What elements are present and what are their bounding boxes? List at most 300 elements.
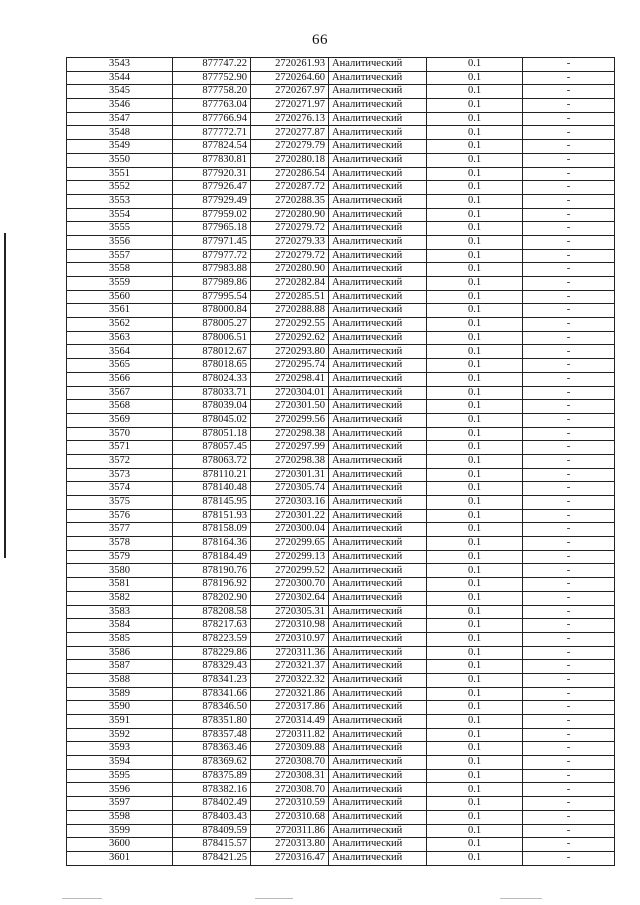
x-coordinate-cell: 878045.02	[173, 413, 251, 427]
accuracy-cell: 0.1	[427, 222, 523, 236]
point-number-cell: 3595	[67, 769, 173, 783]
description-cell: -	[523, 550, 615, 564]
description-cell: -	[523, 318, 615, 332]
description-cell: -	[523, 400, 615, 414]
y-coordinate-cell: 2720308.31	[251, 769, 329, 783]
accuracy-cell: 0.1	[427, 345, 523, 359]
table-row	[67, 99, 615, 113]
point-number-cell: 3579	[67, 550, 173, 564]
method-cell: Аналитический	[329, 277, 427, 291]
accuracy-cell: 0.1	[427, 85, 523, 99]
y-coordinate-cell: 2720295.74	[251, 359, 329, 373]
description-cell: -	[523, 756, 615, 770]
x-coordinate-cell: 877830.81	[173, 153, 251, 167]
table-row	[67, 249, 615, 263]
accuracy-cell: 0.1	[427, 810, 523, 824]
y-coordinate-cell: 2720317.86	[251, 701, 329, 715]
y-coordinate-cell: 2720276.13	[251, 112, 329, 126]
accuracy-cell: 0.1	[427, 550, 523, 564]
x-coordinate-cell: 878341.66	[173, 687, 251, 701]
method-cell: Аналитический	[329, 331, 427, 345]
point-number-cell: 3572	[67, 454, 173, 468]
accuracy-cell: 0.1	[427, 578, 523, 592]
method-cell: Аналитический	[329, 386, 427, 400]
x-coordinate-cell: 877959.02	[173, 208, 251, 222]
x-coordinate-cell: 878357.48	[173, 728, 251, 742]
x-coordinate-cell: 878151.93	[173, 509, 251, 523]
y-coordinate-cell: 2720292.62	[251, 331, 329, 345]
point-number-cell: 3559	[67, 277, 173, 291]
table-row	[67, 851, 615, 865]
accuracy-cell: 0.1	[427, 742, 523, 756]
table-row	[67, 359, 615, 373]
accuracy-cell: 0.1	[427, 441, 523, 455]
description-cell: -	[523, 509, 615, 523]
description-cell: -	[523, 71, 615, 85]
x-coordinate-cell: 878039.04	[173, 400, 251, 414]
description-cell: -	[523, 167, 615, 181]
x-coordinate-cell: 877763.04	[173, 99, 251, 113]
description-cell: -	[523, 619, 615, 633]
x-coordinate-cell: 878110.21	[173, 468, 251, 482]
method-cell: Аналитический	[329, 619, 427, 633]
point-number-cell: 3574	[67, 482, 173, 496]
y-coordinate-cell: 2720299.13	[251, 550, 329, 564]
accuracy-cell: 0.1	[427, 454, 523, 468]
y-coordinate-cell: 2720304.01	[251, 386, 329, 400]
accuracy-cell: 0.1	[427, 769, 523, 783]
description-cell: -	[523, 222, 615, 236]
method-cell: Аналитический	[329, 564, 427, 578]
y-coordinate-cell: 2720279.33	[251, 235, 329, 249]
description-cell: -	[523, 537, 615, 551]
method-cell: Аналитический	[329, 687, 427, 701]
accuracy-cell: 0.1	[427, 386, 523, 400]
point-number-cell: 3550	[67, 153, 173, 167]
table-row	[67, 427, 615, 441]
accuracy-cell: 0.1	[427, 632, 523, 646]
description-cell: -	[523, 591, 615, 605]
table-row	[67, 578, 615, 592]
method-cell: Аналитический	[329, 783, 427, 797]
y-coordinate-cell: 2720300.04	[251, 523, 329, 537]
accuracy-cell: 0.1	[427, 359, 523, 373]
method-cell: Аналитический	[329, 728, 427, 742]
accuracy-cell: 0.1	[427, 304, 523, 318]
table-body	[67, 58, 615, 866]
method-cell: Аналитический	[329, 153, 427, 167]
accuracy-cell: 0.1	[427, 194, 523, 208]
y-coordinate-cell: 2720298.38	[251, 427, 329, 441]
description-cell: -	[523, 632, 615, 646]
point-number-cell: 3568	[67, 400, 173, 414]
point-number-cell: 3599	[67, 824, 173, 838]
table-row	[67, 769, 615, 783]
point-number-cell: 3571	[67, 441, 173, 455]
description-cell: -	[523, 181, 615, 195]
method-cell: Аналитический	[329, 194, 427, 208]
point-number-cell: 3585	[67, 632, 173, 646]
table-row	[67, 496, 615, 510]
description-cell: -	[523, 277, 615, 291]
x-coordinate-cell: 878403.43	[173, 810, 251, 824]
accuracy-cell: 0.1	[427, 427, 523, 441]
method-cell: Аналитический	[329, 578, 427, 592]
x-coordinate-cell: 878223.59	[173, 632, 251, 646]
description-cell: -	[523, 99, 615, 113]
point-number-cell: 3562	[67, 318, 173, 332]
point-number-cell: 3597	[67, 797, 173, 811]
table-row	[67, 413, 615, 427]
y-coordinate-cell: 2720280.90	[251, 263, 329, 277]
table-row	[67, 728, 615, 742]
description-cell: -	[523, 263, 615, 277]
y-coordinate-cell: 2720316.47	[251, 851, 329, 865]
y-coordinate-cell: 2720321.37	[251, 660, 329, 674]
table-row	[67, 537, 615, 551]
y-coordinate-cell: 2720282.84	[251, 277, 329, 291]
method-cell: Аналитический	[329, 413, 427, 427]
point-number-cell: 3580	[67, 564, 173, 578]
x-coordinate-cell: 878006.51	[173, 331, 251, 345]
method-cell: Аналитический	[329, 632, 427, 646]
description-cell: -	[523, 482, 615, 496]
y-coordinate-cell: 2720285.51	[251, 290, 329, 304]
point-number-cell: 3545	[67, 85, 173, 99]
description-cell: -	[523, 413, 615, 427]
point-number-cell: 3558	[67, 263, 173, 277]
y-coordinate-cell: 2720261.93	[251, 58, 329, 72]
point-number-cell: 3565	[67, 359, 173, 373]
table-row	[67, 331, 615, 345]
description-cell: -	[523, 687, 615, 701]
point-number-cell: 3573	[67, 468, 173, 482]
point-number-cell: 3553	[67, 194, 173, 208]
y-coordinate-cell: 2720308.70	[251, 783, 329, 797]
method-cell: Аналитический	[329, 372, 427, 386]
y-coordinate-cell: 2720310.98	[251, 619, 329, 633]
method-cell: Аналитический	[329, 99, 427, 113]
y-coordinate-cell: 2720313.80	[251, 838, 329, 852]
table-row	[67, 372, 615, 386]
description-cell: -	[523, 715, 615, 729]
table-row	[67, 181, 615, 195]
x-coordinate-cell: 878005.27	[173, 318, 251, 332]
x-coordinate-cell: 878409.59	[173, 824, 251, 838]
description-cell: -	[523, 386, 615, 400]
table-row	[67, 619, 615, 633]
point-number-cell: 3557	[67, 249, 173, 263]
table-row	[67, 208, 615, 222]
accuracy-cell: 0.1	[427, 112, 523, 126]
y-coordinate-cell: 2720279.72	[251, 222, 329, 236]
point-number-cell: 3555	[67, 222, 173, 236]
method-cell: Аналитический	[329, 482, 427, 496]
point-number-cell: 3591	[67, 715, 173, 729]
description-cell: -	[523, 208, 615, 222]
x-coordinate-cell: 878202.90	[173, 591, 251, 605]
y-coordinate-cell: 2720308.70	[251, 756, 329, 770]
accuracy-cell: 0.1	[427, 400, 523, 414]
table-row	[67, 673, 615, 687]
method-cell: Аналитический	[329, 454, 427, 468]
point-number-cell: 3586	[67, 646, 173, 660]
margin-scan-line	[4, 233, 6, 558]
y-coordinate-cell: 2720288.35	[251, 194, 329, 208]
point-number-cell: 3601	[67, 851, 173, 865]
description-cell: -	[523, 112, 615, 126]
table-row	[67, 304, 615, 318]
table-row	[67, 400, 615, 414]
accuracy-cell: 0.1	[427, 838, 523, 852]
method-cell: Аналитический	[329, 742, 427, 756]
method-cell: Аналитический	[329, 140, 427, 154]
accuracy-cell: 0.1	[427, 851, 523, 865]
x-coordinate-cell: 877995.54	[173, 290, 251, 304]
point-number-cell: 3583	[67, 605, 173, 619]
accuracy-cell: 0.1	[427, 564, 523, 578]
y-coordinate-cell: 2720310.97	[251, 632, 329, 646]
description-cell: -	[523, 797, 615, 811]
table-row	[67, 222, 615, 236]
point-number-cell: 3566	[67, 372, 173, 386]
coordinates-table	[66, 57, 615, 866]
table-row	[67, 277, 615, 291]
x-coordinate-cell: 878346.50	[173, 701, 251, 715]
point-number-cell: 3596	[67, 783, 173, 797]
accuracy-cell: 0.1	[427, 413, 523, 427]
method-cell: Аналитический	[329, 523, 427, 537]
x-coordinate-cell: 878190.76	[173, 564, 251, 578]
description-cell: -	[523, 359, 615, 373]
method-cell: Аналитический	[329, 810, 427, 824]
point-number-cell: 3598	[67, 810, 173, 824]
method-cell: Аналитический	[329, 660, 427, 674]
point-number-cell: 3567	[67, 386, 173, 400]
x-coordinate-cell: 878000.84	[173, 304, 251, 318]
table-row	[67, 632, 615, 646]
point-number-cell: 3569	[67, 413, 173, 427]
x-coordinate-cell: 878051.18	[173, 427, 251, 441]
table-row	[67, 687, 615, 701]
point-number-cell: 3548	[67, 126, 173, 140]
x-coordinate-cell: 878063.72	[173, 454, 251, 468]
description-cell: -	[523, 783, 615, 797]
x-coordinate-cell: 878402.49	[173, 797, 251, 811]
point-number-cell: 3546	[67, 99, 173, 113]
table-row	[67, 660, 615, 674]
method-cell: Аналитический	[329, 591, 427, 605]
method-cell: Аналитический	[329, 126, 427, 140]
y-coordinate-cell: 2720300.70	[251, 578, 329, 592]
x-coordinate-cell: 878369.62	[173, 756, 251, 770]
x-coordinate-cell: 877926.47	[173, 181, 251, 195]
table-row	[67, 167, 615, 181]
y-coordinate-cell: 2720280.90	[251, 208, 329, 222]
accuracy-cell: 0.1	[427, 71, 523, 85]
y-coordinate-cell: 2720311.36	[251, 646, 329, 660]
x-coordinate-cell: 878415.57	[173, 838, 251, 852]
table-row	[67, 263, 615, 277]
method-cell: Аналитический	[329, 550, 427, 564]
y-coordinate-cell: 2720305.74	[251, 482, 329, 496]
accuracy-cell: 0.1	[427, 646, 523, 660]
method-cell: Аналитический	[329, 208, 427, 222]
table-row	[67, 71, 615, 85]
method-cell: Аналитический	[329, 345, 427, 359]
description-cell: -	[523, 235, 615, 249]
accuracy-cell: 0.1	[427, 58, 523, 72]
x-coordinate-cell: 878012.67	[173, 345, 251, 359]
point-number-cell: 3554	[67, 208, 173, 222]
description-cell: -	[523, 810, 615, 824]
table-row	[67, 345, 615, 359]
point-number-cell: 3587	[67, 660, 173, 674]
table-row	[67, 85, 615, 99]
point-number-cell: 3551	[67, 167, 173, 181]
x-coordinate-cell: 877920.31	[173, 167, 251, 181]
accuracy-cell: 0.1	[427, 523, 523, 537]
accuracy-cell: 0.1	[427, 728, 523, 742]
method-cell: Аналитический	[329, 181, 427, 195]
point-number-cell: 3581	[67, 578, 173, 592]
y-coordinate-cell: 2720279.72	[251, 249, 329, 263]
x-coordinate-cell: 877965.18	[173, 222, 251, 236]
table-row	[67, 140, 615, 154]
accuracy-cell: 0.1	[427, 482, 523, 496]
point-number-cell: 3588	[67, 673, 173, 687]
method-cell: Аналитический	[329, 509, 427, 523]
y-coordinate-cell: 2720292.55	[251, 318, 329, 332]
accuracy-cell: 0.1	[427, 660, 523, 674]
table-row	[67, 742, 615, 756]
description-cell: -	[523, 660, 615, 674]
point-number-cell: 3584	[67, 619, 173, 633]
description-cell: -	[523, 523, 615, 537]
x-coordinate-cell: 878208.58	[173, 605, 251, 619]
y-coordinate-cell: 2720280.18	[251, 153, 329, 167]
x-coordinate-cell: 878057.45	[173, 441, 251, 455]
method-cell: Аналитический	[329, 263, 427, 277]
description-cell: -	[523, 372, 615, 386]
y-coordinate-cell: 2720311.82	[251, 728, 329, 742]
method-cell: Аналитический	[329, 646, 427, 660]
description-cell: -	[523, 304, 615, 318]
table-row	[67, 797, 615, 811]
table-row	[67, 318, 615, 332]
table-row	[67, 194, 615, 208]
description-cell: -	[523, 769, 615, 783]
table-row	[67, 482, 615, 496]
method-cell: Аналитический	[329, 537, 427, 551]
description-cell: -	[523, 496, 615, 510]
description-cell: -	[523, 126, 615, 140]
y-coordinate-cell: 2720271.97	[251, 99, 329, 113]
method-cell: Аналитический	[329, 427, 427, 441]
accuracy-cell: 0.1	[427, 797, 523, 811]
y-coordinate-cell: 2720279.79	[251, 140, 329, 154]
y-coordinate-cell: 2720297.99	[251, 441, 329, 455]
table-row	[67, 564, 615, 578]
method-cell: Аналитический	[329, 715, 427, 729]
description-cell: -	[523, 646, 615, 660]
y-coordinate-cell: 2720310.68	[251, 810, 329, 824]
description-cell: -	[523, 742, 615, 756]
table-row	[67, 824, 615, 838]
point-number-cell: 3576	[67, 509, 173, 523]
method-cell: Аналитический	[329, 71, 427, 85]
accuracy-cell: 0.1	[427, 181, 523, 195]
point-number-cell: 3563	[67, 331, 173, 345]
description-cell: -	[523, 58, 615, 72]
description-cell: -	[523, 454, 615, 468]
x-coordinate-cell: 878024.33	[173, 372, 251, 386]
x-coordinate-cell: 877752.90	[173, 71, 251, 85]
x-coordinate-cell: 877772.71	[173, 126, 251, 140]
y-coordinate-cell: 2720286.54	[251, 167, 329, 181]
method-cell: Аналитический	[329, 112, 427, 126]
accuracy-cell: 0.1	[427, 673, 523, 687]
table-row	[67, 838, 615, 852]
x-coordinate-cell: 877989.86	[173, 277, 251, 291]
x-coordinate-cell: 878145.95	[173, 496, 251, 510]
method-cell: Аналитический	[329, 769, 427, 783]
point-number-cell: 3560	[67, 290, 173, 304]
accuracy-cell: 0.1	[427, 756, 523, 770]
table-row	[67, 153, 615, 167]
y-coordinate-cell: 2720299.56	[251, 413, 329, 427]
description-cell: -	[523, 728, 615, 742]
y-coordinate-cell: 2720310.59	[251, 797, 329, 811]
x-coordinate-cell: 878382.16	[173, 783, 251, 797]
table-row	[67, 810, 615, 824]
point-number-cell: 3589	[67, 687, 173, 701]
table-row	[67, 112, 615, 126]
accuracy-cell: 0.1	[427, 235, 523, 249]
y-coordinate-cell: 2720299.52	[251, 564, 329, 578]
point-number-cell: 3594	[67, 756, 173, 770]
page-number: 66	[312, 32, 328, 48]
method-cell: Аналитический	[329, 851, 427, 865]
description-cell: -	[523, 194, 615, 208]
y-coordinate-cell: 2720301.22	[251, 509, 329, 523]
accuracy-cell: 0.1	[427, 701, 523, 715]
point-number-cell: 3577	[67, 523, 173, 537]
table-row	[67, 58, 615, 72]
method-cell: Аналитический	[329, 797, 427, 811]
accuracy-cell: 0.1	[427, 372, 523, 386]
point-number-cell: 3552	[67, 181, 173, 195]
x-coordinate-cell: 878329.43	[173, 660, 251, 674]
accuracy-cell: 0.1	[427, 99, 523, 113]
description-cell: -	[523, 85, 615, 99]
table-row	[67, 605, 615, 619]
method-cell: Аналитический	[329, 167, 427, 181]
point-number-cell: 3578	[67, 537, 173, 551]
table-row	[67, 441, 615, 455]
method-cell: Аналитический	[329, 359, 427, 373]
point-number-cell: 3582	[67, 591, 173, 605]
accuracy-cell: 0.1	[427, 496, 523, 510]
table-row	[67, 715, 615, 729]
point-number-cell: 3575	[67, 496, 173, 510]
point-number-cell: 3600	[67, 838, 173, 852]
accuracy-cell: 0.1	[427, 263, 523, 277]
table-row	[67, 454, 615, 468]
accuracy-cell: 0.1	[427, 783, 523, 797]
x-coordinate-cell: 877929.49	[173, 194, 251, 208]
point-number-cell: 3547	[67, 112, 173, 126]
